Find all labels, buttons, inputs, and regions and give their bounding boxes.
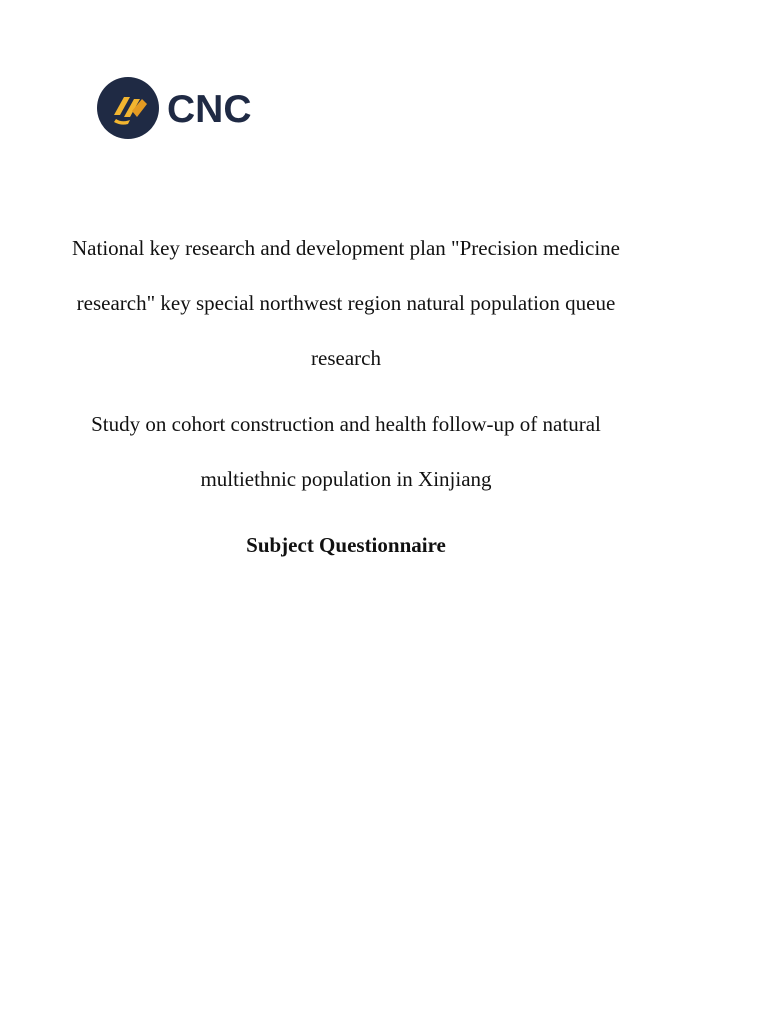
title-line: research (311, 346, 381, 370)
cnc-logo-mark-icon (97, 77, 257, 139)
logo-text: CNC (167, 88, 252, 131)
title-line: research" key special northwest region natural population queue (76, 291, 616, 315)
document-subtitle (0, 397, 692, 507)
cnc-logo (97, 77, 257, 139)
document-title (0, 221, 692, 386)
subtitle-line: Study on cohort construction and health follow-up of natural (91, 412, 601, 436)
title-line: National key research and development plan "Precision medicine (72, 236, 620, 260)
questionnaire-heading: Subject Questionnaire (246, 533, 446, 557)
subtitle-line: multiethnic population in Xinjiang (200, 467, 492, 491)
